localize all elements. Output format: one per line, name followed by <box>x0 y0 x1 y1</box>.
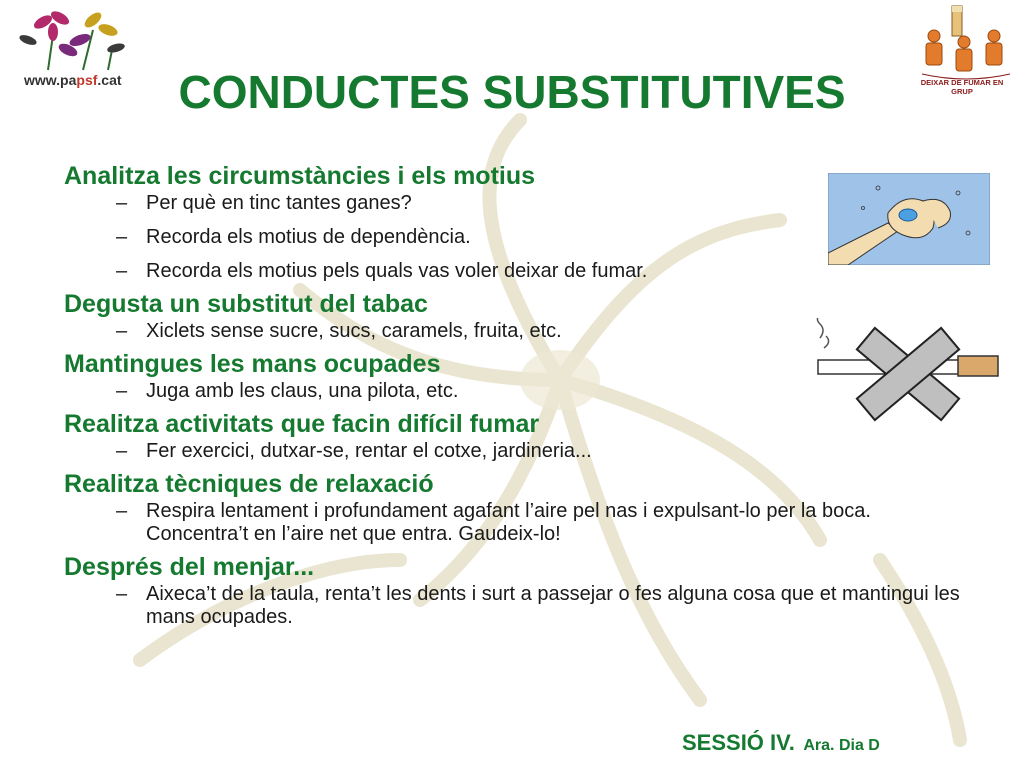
hand-washing-illustration <box>828 173 990 265</box>
section-heading: Degusta un substitut del tabac <box>64 290 428 318</box>
bullet-dash: – <box>116 583 128 605</box>
bullet-item: – Juga amb les claus, una pilota, etc. <box>116 380 459 402</box>
section-heading: Realitza tècniques de relaxació <box>64 470 434 498</box>
section <box>64 468 964 546</box>
bullet-item: – Recorda els motius de dependència. <box>116 226 471 248</box>
bullet-list <box>64 500 964 546</box>
slide-title: CONDUCTES SUBSTITUTIVES <box>178 66 846 118</box>
section-heading: Mantingues les mans ocupades <box>64 350 441 378</box>
section-heading: Analitza les circumstàncies i els motius <box>64 162 536 190</box>
footer <box>682 730 880 756</box>
bullet-dash: – <box>116 440 128 462</box>
bullet-item: – Aixeca’t de la taula, renta’t les dents i surt a passejar o fes alguna cosa que et mantingui les mans ocupades. <box>116 583 960 628</box>
section-heading: Realitza activitats que facin difícil fumar <box>64 410 540 438</box>
section-heading: Després del menjar... <box>64 553 315 581</box>
badge-caption: DEIXAR DE FUMAR EN GRUP <box>920 78 1004 96</box>
bullet-dash: – <box>116 320 128 342</box>
no-smoking-illustration <box>808 318 1008 430</box>
bullet-dash: – <box>116 500 128 522</box>
website-url: www.papsf.cat <box>24 72 122 88</box>
bullet-list <box>64 583 964 629</box>
bullet-dash: – <box>116 260 128 282</box>
bullet-item: – Fer exercici, dutxar-se, rentar el cotxe, jardineria... <box>116 440 592 462</box>
bullet-dash: – <box>116 380 128 402</box>
bullet-dash: – <box>116 226 128 248</box>
bullet-item: – Per què en tinc tantes ganes? <box>116 192 412 214</box>
bullet-item: – Xiclets sense sucre, sucs, caramels, fruita, etc. <box>116 320 562 342</box>
section <box>64 551 964 629</box>
bullet-list <box>64 440 964 463</box>
bullet-item: – Recorda els motius pels quals vas voler deixar de fumar. <box>116 260 648 282</box>
session-label: SESSIÓ IV. <box>682 730 795 755</box>
bullet-item: – Respira lentament i profundament agafant l’aire pel nas i expulsant-lo per la boca. Concentra’t en l’aire net que entra. Gaudeix-lo! <box>116 500 871 545</box>
bullet-dash: – <box>116 192 128 214</box>
session-subtitle: Ara. Dia D <box>803 737 880 754</box>
